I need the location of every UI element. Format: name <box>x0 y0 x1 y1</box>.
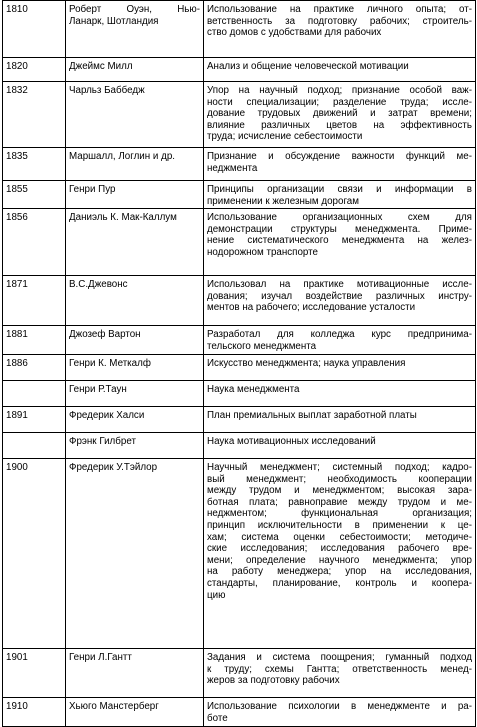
name-line: Роберт Оуэн, Нью- <box>69 4 200 15</box>
description-line: План премиальных выплат заработной платы <box>207 410 417 421</box>
table-row <box>3 58 476 82</box>
description-line: Использовал на практике мотивационные иссле- <box>207 279 472 290</box>
name-line: Генри Р.Таун <box>69 384 127 395</box>
year-cell: 1810 <box>3 1 66 58</box>
table-row <box>3 649 476 698</box>
description-line: мени; определение научного менеджмента; упор <box>207 554 472 566</box>
description-line: цию <box>207 589 226 601</box>
name-line: Генри Пур <box>69 184 116 195</box>
description-line: Наука мотивационных исследований <box>207 436 376 447</box>
year-cell <box>3 433 66 459</box>
name-cell <box>66 276 204 326</box>
name-cell <box>66 381 204 407</box>
name-cell <box>66 433 204 459</box>
description-cell <box>204 649 476 698</box>
description-line: нение систематического менеджмента на желез- <box>207 235 472 247</box>
description-line: Упор на научный подход; признание особой важ- <box>207 85 472 96</box>
description-line: Признание и обсуждение важности функций ме- <box>207 151 472 162</box>
description-line: демонстрации структуры менеджмента. Приме- <box>207 223 472 235</box>
name-cell <box>66 148 204 181</box>
description-cell <box>204 459 476 649</box>
name-line: Хьюго Манстерберг <box>69 701 159 712</box>
description-cell <box>204 276 476 326</box>
year-cell: 1856 <box>3 209 66 276</box>
name-cell <box>66 649 204 698</box>
year-cell: 1891 <box>3 407 66 433</box>
description-line: ботная плата; равноправие между трудом и ме- <box>207 496 472 508</box>
name-line: Маршалл, Логлин и др. <box>69 151 175 162</box>
description-line: ности специализации; разделение труда; иссле- <box>207 96 472 108</box>
description-line: ментов на рабочего; исследование усталости <box>207 302 416 314</box>
description-line: Использование на практике личного опыта; от- <box>207 4 472 15</box>
year-cell: 1871 <box>3 276 66 326</box>
year-cell <box>3 381 66 407</box>
name-line: Фрэнк Гилбрет <box>69 436 136 447</box>
description-line: к труду; схемы Гантта; ответственность менед- <box>207 663 472 675</box>
description-line: ветственность за подготовку рабочих; строитель- <box>207 15 472 27</box>
year-cell: 1881 <box>3 326 66 355</box>
description-cell <box>204 82 476 148</box>
name-cell <box>66 355 204 381</box>
description-line: неджментом; функциональная организация; <box>207 508 472 520</box>
description-line: Научный менеджмент; системный подход; кадро- <box>207 462 472 473</box>
year-cell: 1820 <box>3 58 66 82</box>
table-body <box>3 1 476 727</box>
name-line: В.С.Джевонс <box>69 279 128 290</box>
year-cell: 1886 <box>3 355 66 381</box>
name-line: Даниэль К. Мак-Каллум <box>69 212 177 223</box>
description-cell <box>204 381 476 407</box>
name-line: Генри Л.Гантт <box>69 652 132 663</box>
name-line: Ланарк, Шотландия <box>69 15 159 27</box>
name-cell <box>66 58 204 82</box>
description-cell <box>204 407 476 433</box>
name-line: Чарльз Баббедж <box>69 85 145 96</box>
year-cell: 1832 <box>3 82 66 148</box>
name-line: Фредерик Халси <box>69 410 145 421</box>
description-line: на работу менеджера; упор на исследования, <box>207 566 472 578</box>
description-line: между трудом и менеджментом; высокая зара- <box>207 485 472 497</box>
description-line: Использование психологии в менеджменте и ра- <box>207 701 472 712</box>
description-line: тельского менеджмента <box>207 340 317 352</box>
description-line: нодорожном транспорте <box>207 246 318 258</box>
year-cell: 1910 <box>3 698 66 727</box>
year-cell: 1900 <box>3 459 66 649</box>
name-cell <box>66 1 204 58</box>
table-row <box>3 148 476 181</box>
description-line: ские исследования; исследования рабочего вре- <box>207 543 472 555</box>
name-line: Фредерик У.Тэйлор <box>69 462 158 473</box>
description-cell <box>204 181 476 209</box>
description-line: влияние различных цветов на эффективность <box>207 119 472 131</box>
description-cell <box>204 148 476 181</box>
description-line: Задания и система поощрения; гуманный подход <box>207 652 472 663</box>
description-cell <box>204 433 476 459</box>
description-line: Анализ и общение человеческой мотивации <box>207 61 409 72</box>
description-cell <box>204 58 476 82</box>
description-cell <box>204 355 476 381</box>
name-cell <box>66 407 204 433</box>
description-line: применении к железным дорогам <box>207 195 359 207</box>
description-cell <box>204 209 476 276</box>
description-line: неджмента <box>207 162 258 174</box>
name-cell <box>66 698 204 727</box>
year-cell: 1901 <box>3 649 66 698</box>
table-row <box>3 209 476 276</box>
description-line: ство домов с удобствами для рабочих <box>207 27 382 39</box>
table-row <box>3 381 476 407</box>
table-row <box>3 355 476 381</box>
name-cell <box>66 209 204 276</box>
name-cell <box>66 326 204 355</box>
description-line: жеров за подготовку рабочих <box>207 675 340 687</box>
year-cell: 1835 <box>3 148 66 181</box>
description-line: Принципы организации связи и информации в <box>207 184 472 195</box>
description-line: Искусство менеджмента; наука управления <box>207 358 406 369</box>
table-row <box>3 698 476 727</box>
description-line: хам; система оценки себестоимости; методиче- <box>207 531 472 543</box>
description-line: труда; исчисление себестоимости <box>207 131 363 143</box>
description-line: боте <box>207 712 228 724</box>
description-line: дования; изучал воздействие различных инстру- <box>207 290 472 302</box>
description-line: стандарты, планирование, контроль и коопера- <box>207 577 472 589</box>
description-line: Использование организационных схем для <box>207 212 472 223</box>
table-row <box>3 407 476 433</box>
description-cell <box>204 1 476 58</box>
name-line: Джеймс Милл <box>69 61 133 72</box>
table-row <box>3 82 476 148</box>
history-table <box>2 0 476 727</box>
table-row <box>3 181 476 209</box>
description-line: Разработал для колледжа курс предпринима- <box>207 329 472 340</box>
name-cell <box>66 82 204 148</box>
name-cell <box>66 459 204 649</box>
table-row <box>3 326 476 355</box>
description-cell <box>204 326 476 355</box>
name-line: Джозеф Вартон <box>69 329 141 340</box>
name-cell <box>66 181 204 209</box>
table-row <box>3 433 476 459</box>
table-row <box>3 1 476 58</box>
description-line: принцип исключительности в применении к це- <box>207 519 472 531</box>
description-line: дование трудовых движений и затрат времени; <box>207 108 472 120</box>
table-row <box>3 276 476 326</box>
description-cell <box>204 698 476 727</box>
name-line: Генри К. Меткалф <box>69 358 151 369</box>
table-row <box>3 459 476 649</box>
description-line: Наука менеджмента <box>207 384 300 395</box>
description-line: вый менеджмент; необходимость кооперации <box>207 473 472 485</box>
year-cell: 1855 <box>3 181 66 209</box>
